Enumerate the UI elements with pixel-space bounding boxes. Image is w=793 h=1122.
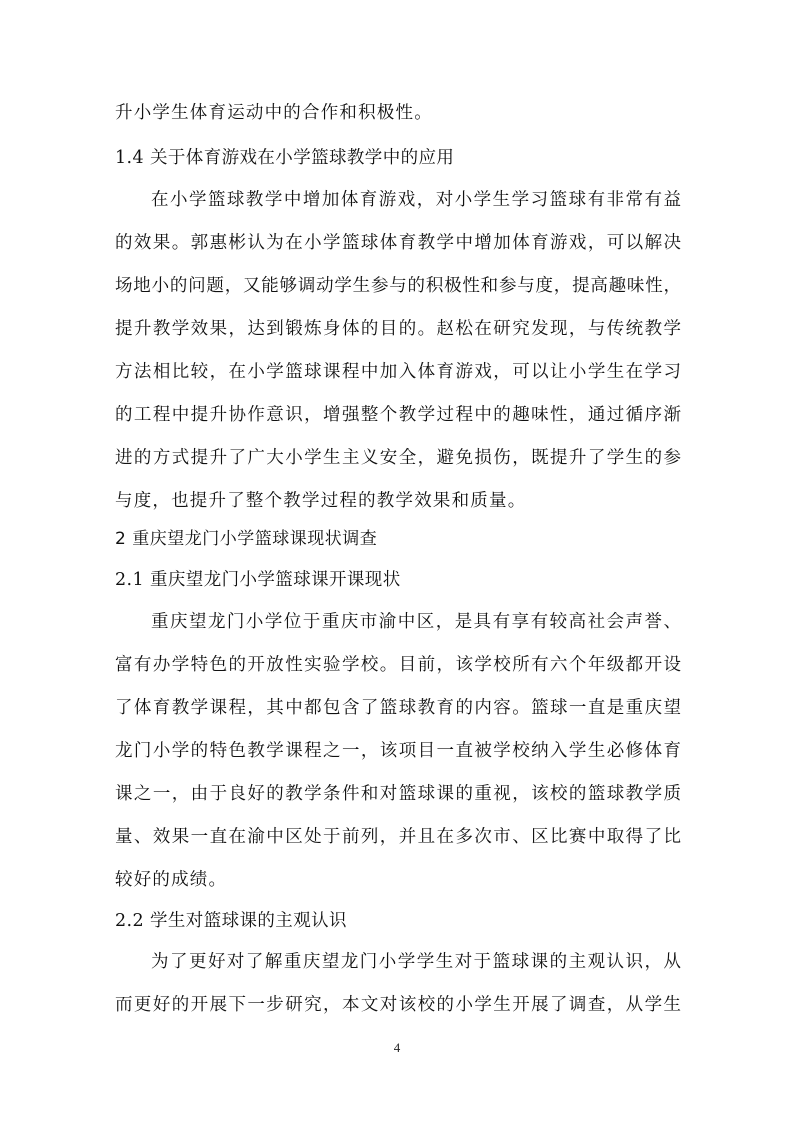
paragraph-line: 提升教学效果，达到锻炼身体的目的。赵松在研究发现，与传统教学 [115, 319, 681, 339]
paragraph-line: 在小学篮球教学中增加体育游戏，对小学生学习篮球有非常有益 [151, 190, 681, 210]
paragraph-line: 课之一，由于良好的教学条件和对篮球课的重视，该校的篮球教学质 [115, 784, 681, 804]
paragraph-line: 与度，也提升了整个教学过程的教学效果和质量。 [115, 491, 527, 511]
paragraph-line: 方法相比较，在小学篮球课程中加入体育游戏，可以让小学生在学习 [115, 362, 681, 382]
paragraph-line: 的效果。郭惠彬认为在小学篮球体育教学中增加体育游戏，可以解决 [115, 233, 681, 253]
section-heading-2-2: 2.2 学生对篮球课的主观认识 [115, 911, 347, 931]
paragraph-line: 量、效果一直在渝中区处于前列，并且在多次市、区比赛中取得了比 [115, 827, 681, 847]
paragraph-line: 富有办学特色的开放性实验学校。目前，该学校所有六个年级都开设 [115, 655, 681, 675]
paragraph-line: 较好的成绩。 [115, 870, 228, 890]
paragraph-line: 了体育教学课程，其中都包含了篮球教育的内容。篮球一直是重庆望 [115, 698, 681, 718]
paragraph-line: 为了更好对了解重庆望龙门小学学生对于篮球课的主观认识，从 [151, 952, 681, 972]
section-heading-1-4: 1.4 关于体育游戏在小学篮球教学中的应用 [115, 148, 455, 168]
paragraph-line: 场地小的问题，又能够调动学生参与的积极性和参与度，提高趣味性， [115, 276, 681, 296]
page-number: 4 [393, 1040, 401, 1055]
paragraph-line: 的工程中提升协作意识，增强整个教学过程中的趣味性，通过循序渐 [115, 405, 681, 425]
paragraph-line: 重庆望龙门小学位于重庆市渝中区，是具有享有较高社会声誉、 [151, 612, 681, 632]
section-heading-2-1: 2.1 重庆望龙门小学篮球课开课现状 [115, 570, 401, 590]
paragraph-line: 而更好的开展下一步研究，本文对该校的小学生开展了调查，从学生 [115, 995, 681, 1015]
paragraph-line: 龙门小学的特色教学课程之一，该项目一直被学校纳入学生必修体育 [115, 741, 681, 761]
chapter-heading-2: 2 重庆望龙门小学篮球课现状调查 [115, 529, 378, 549]
paragraph-line: 进的方式提升了广大小学生主义安全，避免损伤，既提升了学生的参 [115, 448, 681, 468]
paragraph-line: 升小学生体育运动中的合作和积极性。 [115, 103, 433, 123]
